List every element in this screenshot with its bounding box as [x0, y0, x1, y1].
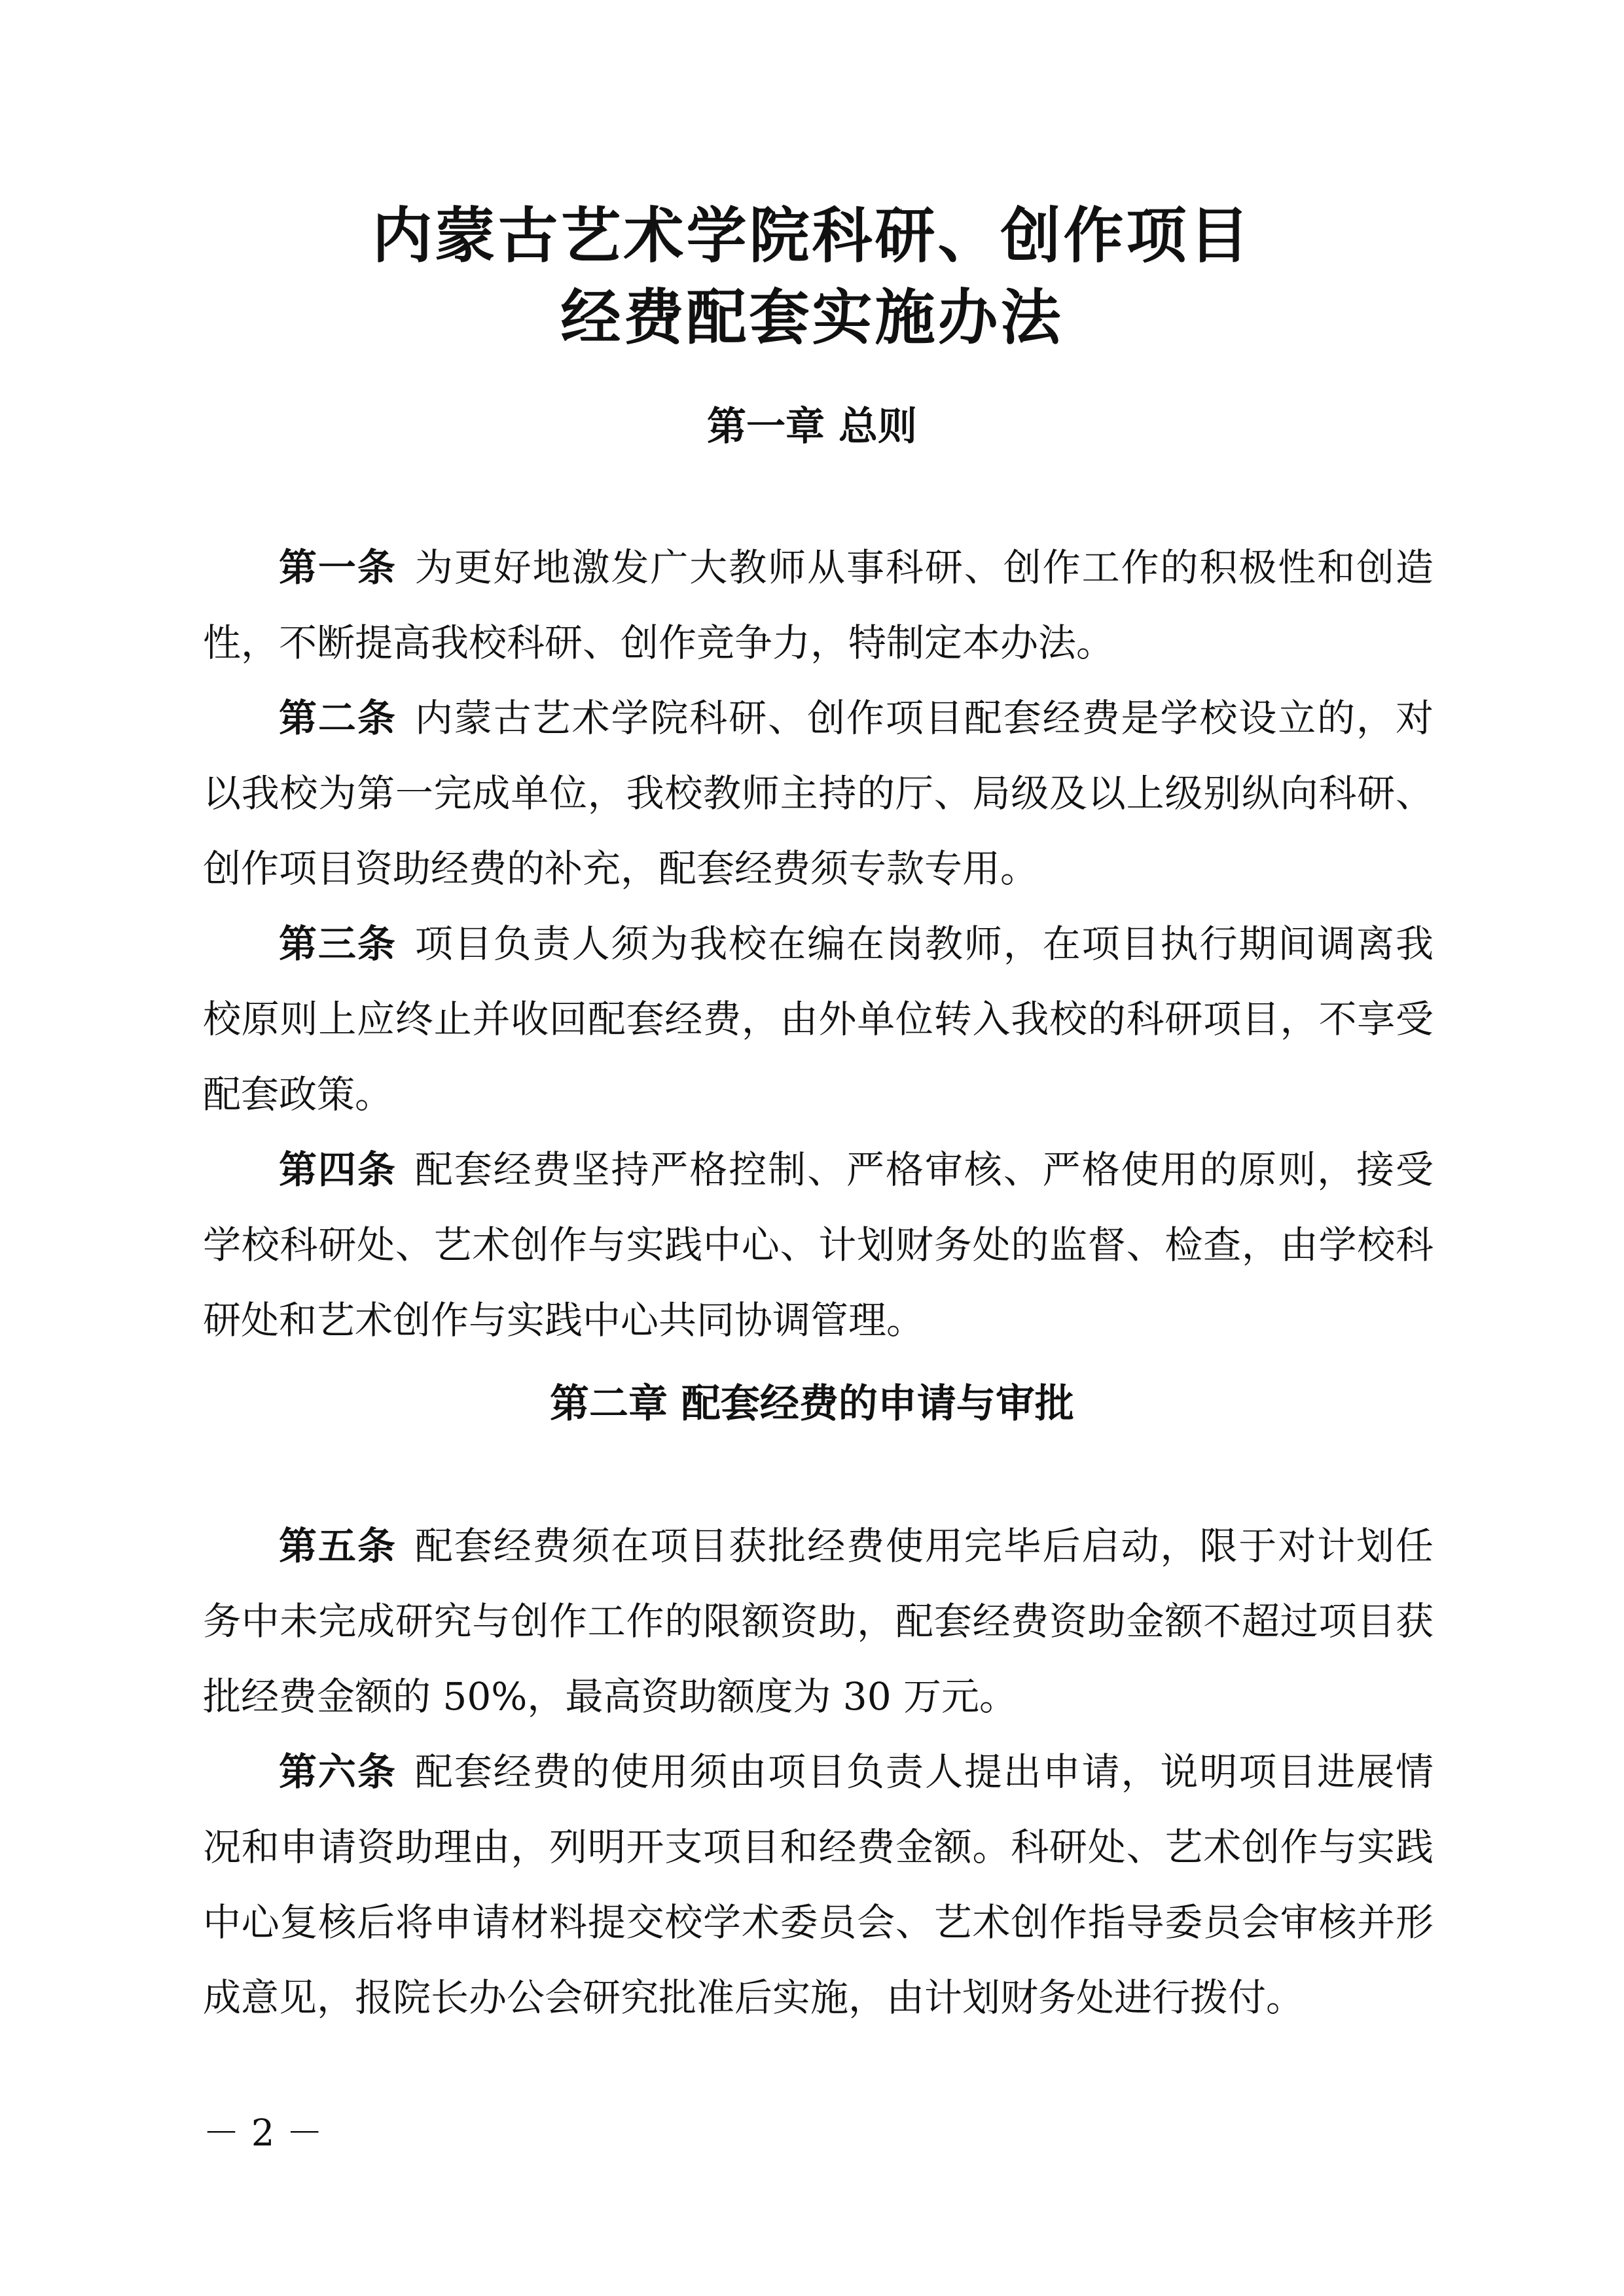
- article-label: 第二条: [279, 696, 397, 740]
- article-label: 第四条: [279, 1147, 397, 1192]
- article-2: [203, 681, 1434, 906]
- page-number: － 2 －: [203, 2112, 323, 2155]
- article-label: 第六条: [279, 1749, 397, 1794]
- article-text: 项目负责人须为我校在编在岗教师，在项目执行期间调离我校原则上应终止并收回配套经费，由外单位转入我校的科研项目，不享受配套政策。: [203, 922, 1434, 1117]
- article-text: 为更好地激发广大教师从事科研、创作工作的积极性和创造性，不断提高我校科研、创作竞争力，特制定本办法。: [203, 545, 1434, 665]
- article-6: [203, 1734, 1434, 2036]
- article-label: 第一条: [279, 545, 397, 590]
- article-text: 内蒙古艺术学院科研、创作项目配套经费是学校设立的，对以我校为第一完成单位，我校教师主持的厅、局级及以上级别纵向科研、创作项目资助经费的补充，配套经费须专款专用。: [203, 696, 1434, 891]
- article-text: 配套经费的使用须由项目负责人提出申请，说明项目进展情况和申请资助理由，列明开支项目和经费金额。科研处、艺术创作与实践中心复核后将申请材料提交校学术委员会、艺术创作指导委员会审核并形成意见，报院长办公会研究批准后实施，由计划财务处进行拨付。: [203, 1749, 1434, 2020]
- document-title-line2: 经费配套实施办法: [560, 282, 1064, 353]
- article-1: [203, 530, 1434, 681]
- article-3: [203, 906, 1434, 1132]
- document-title-line1: 内蒙古艺术学院科研、创作项目: [372, 200, 1252, 271]
- chapter-heading-general: 第一章 总则: [707, 404, 917, 450]
- article-5: [203, 1509, 1434, 1734]
- article-label: 第五条: [279, 1524, 397, 1568]
- article-4: [203, 1132, 1434, 1358]
- article-text: 配套经费须在项目获批经费使用完毕后启动，限于对计划任务中未完成研究与创作工作的限额资助，配套经费资助金额不超过项目获批经费金额的 50%，最高资助额度为 30 万元。: [203, 1524, 1434, 1719]
- chapter-heading-application: 第二章 配套经费的申请与审批: [550, 1381, 1074, 1427]
- article-label: 第三条: [279, 922, 397, 966]
- article-text: 配套经费坚持严格控制、严格审核、严格使用的原则，接受学校科研处、艺术创作与实践中心、计划财务处的监督、检查，由学校科研处和艺术创作与实践中心共同协调管理。: [203, 1147, 1434, 1342]
